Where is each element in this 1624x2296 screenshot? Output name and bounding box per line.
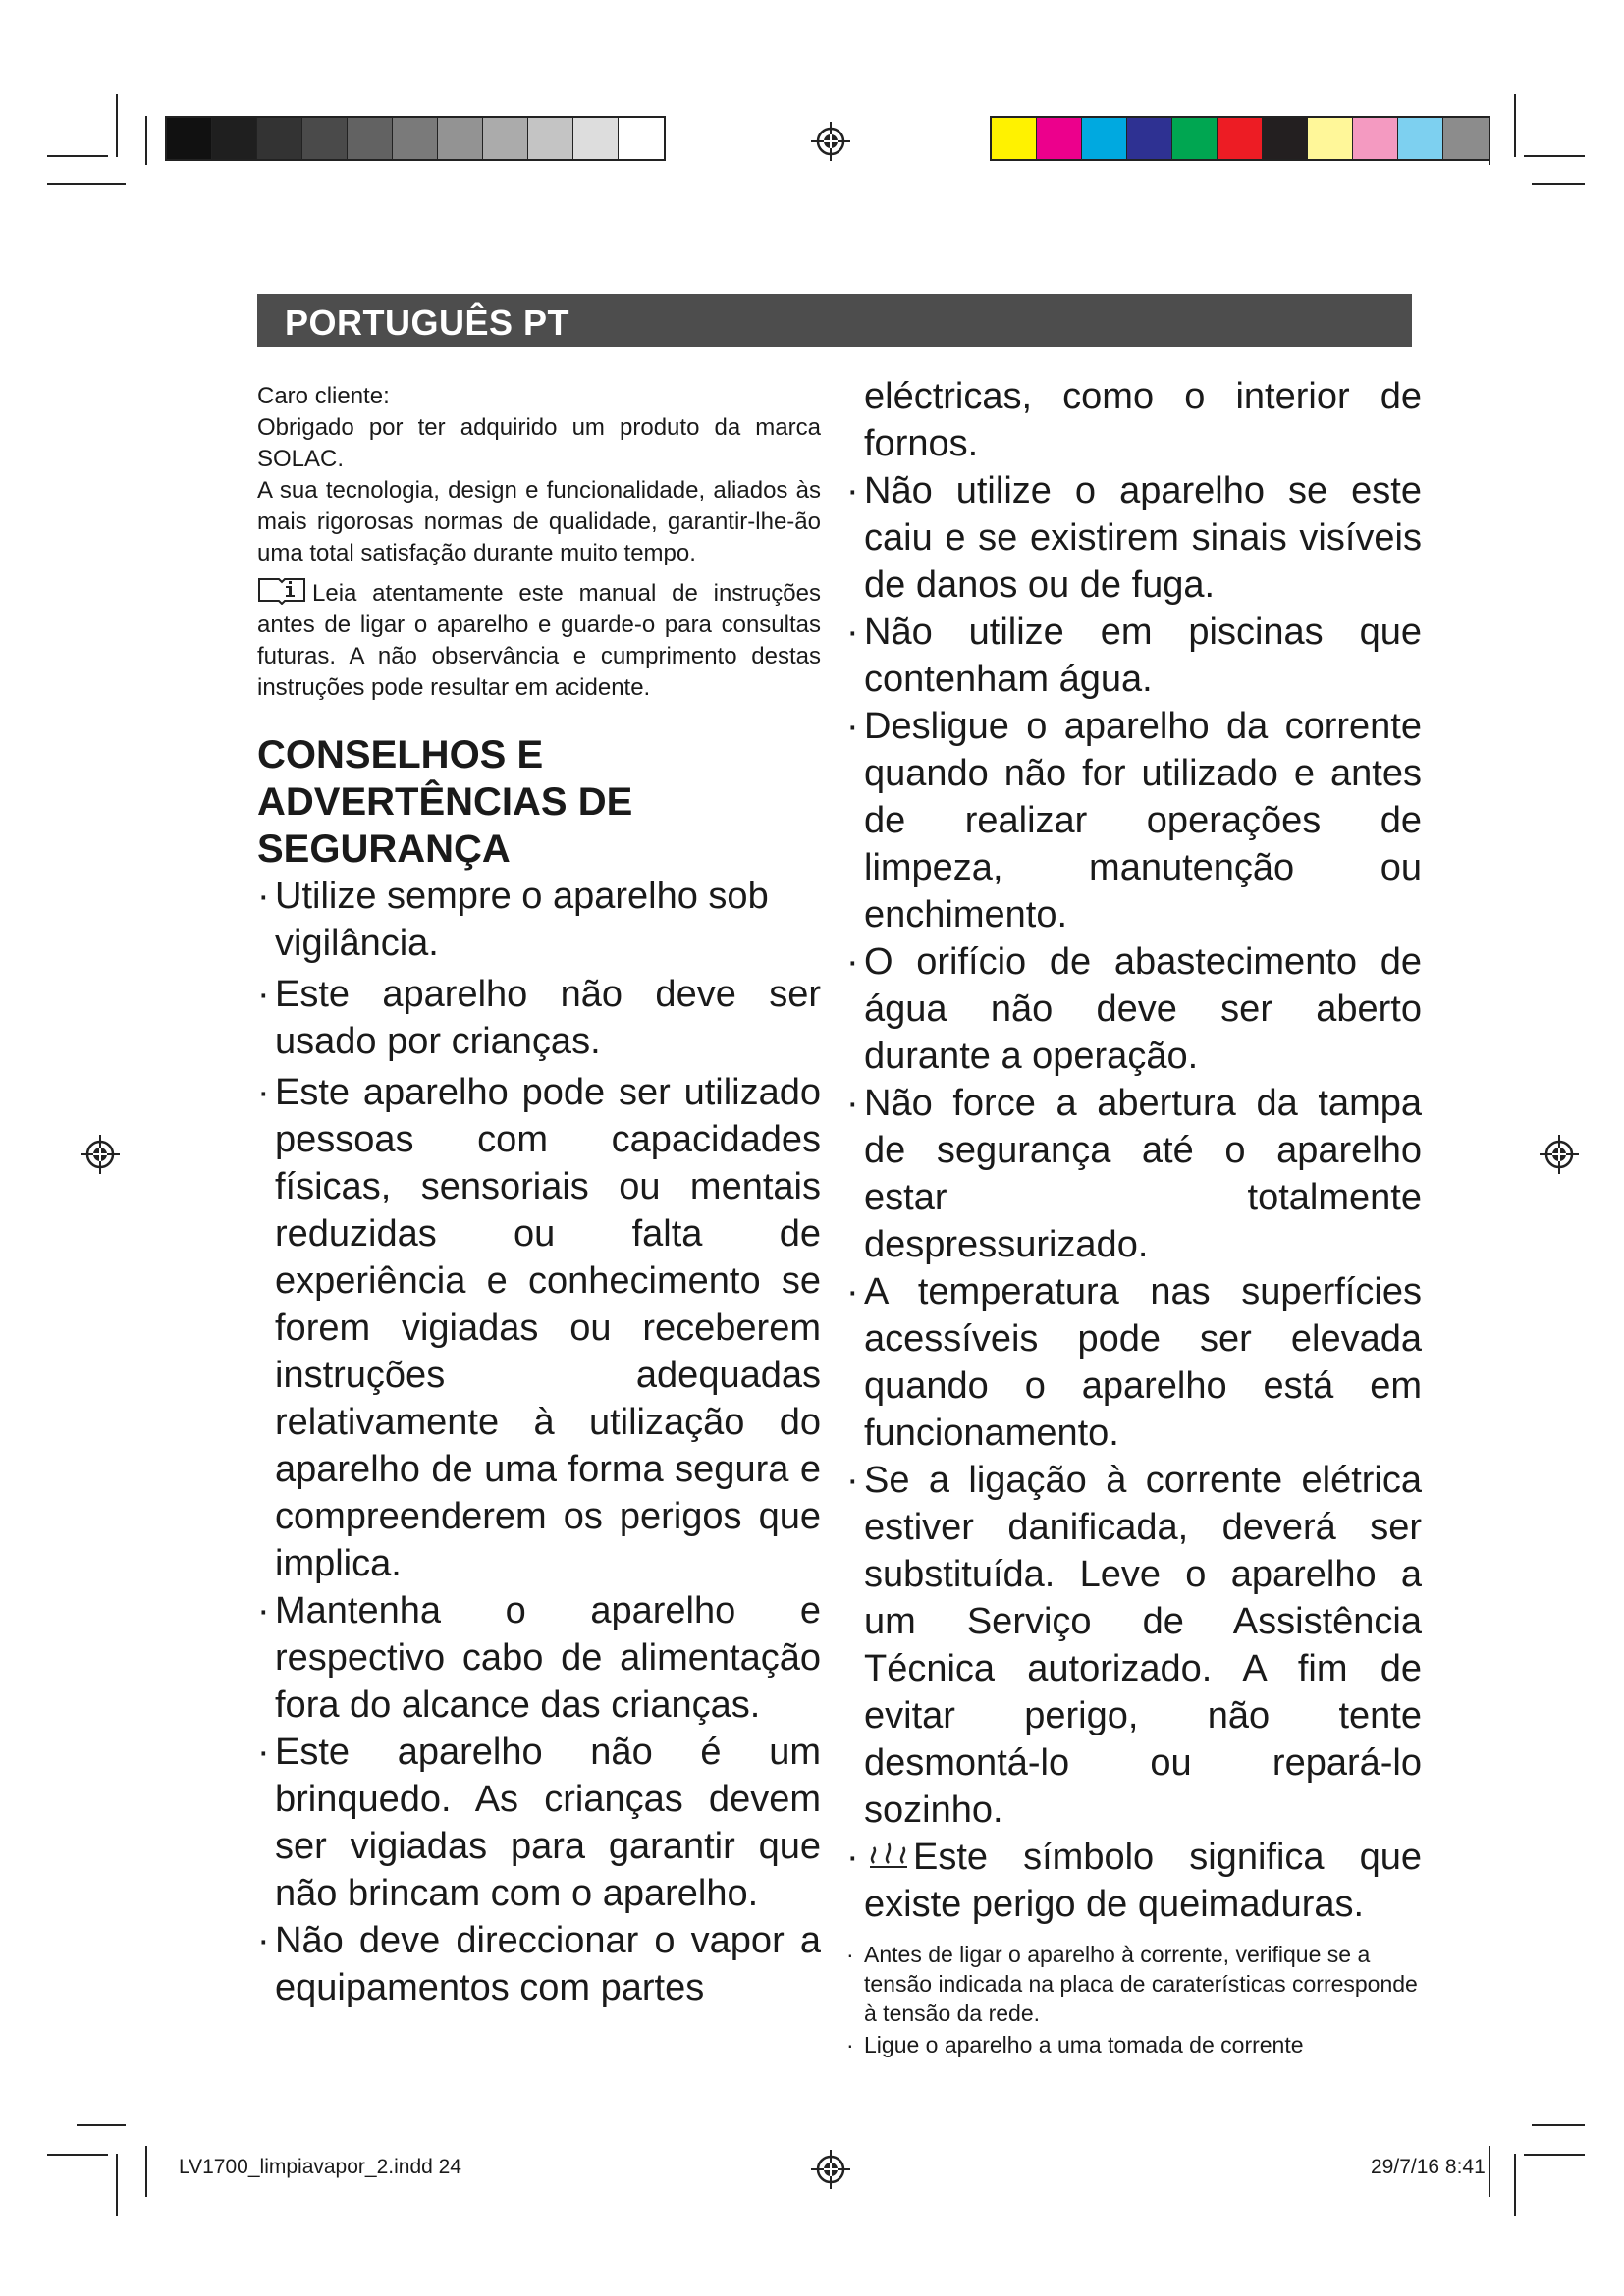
color-swatch — [167, 118, 212, 159]
crop-mark — [1524, 155, 1585, 157]
list-item: · Este aparelho pode ser utilizado pessoas com capacidades físicas, sensoriais ou mentais reduzidas ou falta de experiência e conhecimento se forem vigiadas ou receberem instruções adequadas relativamente à utilização do aparelho de uma forma segura e compreenderem os perigos que implica. — [257, 1069, 821, 1587]
list-item: · Antes de ligar o aparelho à corrente, verifique se a tensão indicada na placa de caraterísticas corresponde à tensão da rede. — [846, 1940, 1422, 2028]
color-swatch — [1037, 118, 1082, 159]
crop-mark — [116, 2154, 118, 2216]
hot-surface-icon — [864, 1838, 913, 1871]
color-swatch — [573, 118, 619, 159]
crop-mark — [77, 2124, 126, 2126]
color-swatch — [1082, 118, 1127, 159]
color-swatch — [483, 118, 528, 159]
crop-mark — [1532, 183, 1585, 185]
color-swatch — [1353, 118, 1398, 159]
list-item: · Não utilize o aparelho se este caiu e se existirem sinais visíveis de danos ou de fuga. — [846, 467, 1422, 609]
color-swatch — [1308, 118, 1353, 159]
hot-surface-text: Este símbolo significa que existe perigo de queimaduras. — [864, 1837, 1422, 1925]
book-info-icon — [257, 575, 306, 605]
list-item: · Desligue o aparelho da corrente quando não for utilizado e antes de realizar operações de limpeza, manutenção ou enchimento. — [846, 703, 1422, 938]
list-item: · Se a ligação à corrente elétrica estiver danificada, deverá ser substituída. Leve o aparelho a um Serviço de Assistência Técnica autorizado. A fim de evitar perigo, não tente desmontá-lo ou repará-lo sozinho. — [846, 1457, 1422, 1834]
language-header — [257, 294, 1412, 347]
crop-mark — [145, 116, 147, 165]
list-item: · Não deve direccionar o vapor a equipamentos com partes — [257, 1917, 821, 2011]
color-swatch — [1263, 118, 1308, 159]
right-column — [846, 373, 1422, 2059]
list-item: · Mantenha o aparelho e respectivo cabo de alimentação fora do alcance das crianças. — [257, 1587, 821, 1729]
color-swatch — [348, 118, 393, 159]
process-color-bar — [990, 116, 1490, 161]
intro-paragraph: A sua tecnologia, design e funcionalidade, aliados às mais rigorosas normas de qualidade, garantir-lhe-ão uma total satisfação durante muito tempo. — [257, 477, 821, 566]
color-swatch — [1172, 118, 1218, 159]
manual-notice — [257, 575, 821, 704]
color-swatch — [619, 118, 664, 159]
crop-mark — [47, 183, 126, 185]
list-item: · O orifício de abastecimento de água não deve ser aberto durante a operação. — [846, 938, 1422, 1080]
footer-date: 29/7/16 8:41 — [1371, 2156, 1486, 2178]
list-item: · Utilize sempre o aparelho sob vigilância. — [257, 873, 821, 967]
crop-mark — [1524, 2154, 1585, 2156]
list-item: · Ligue o aparelho a uma tomada de corrente — [846, 2030, 1422, 2059]
intro-paragraph: Obrigado por ter adquirido um produto da marca SOLAC. — [257, 414, 821, 472]
registration-mark-icon — [811, 122, 850, 161]
list-item: · Este aparelho não é um brinquedo. As crianças devem ser vigiadas para garantir que não brincam com o aparelho. — [257, 1729, 821, 1917]
color-swatch — [302, 118, 348, 159]
registration-mark-icon — [81, 1135, 120, 1174]
list-item: · Não utilize em piscinas que contenham água. — [846, 609, 1422, 703]
left-column — [257, 381, 821, 2011]
crop-mark — [47, 2154, 108, 2156]
list-item: · A temperatura nas superfícies acessíveis pode ser elevada quando o aparelho está em funcionamento. — [846, 1268, 1422, 1457]
right-safety-list — [846, 467, 1422, 1928]
color-swatch — [393, 118, 438, 159]
crop-mark — [116, 94, 118, 157]
page-title: PORTUGUÊS PT — [285, 302, 570, 343]
gray-scale-bar — [165, 116, 666, 161]
registration-mark-icon — [1540, 1135, 1579, 1174]
left-safety-list — [257, 873, 821, 2011]
right-voltage-list — [846, 1940, 1422, 2059]
footer-filename: LV1700_limpiavapor_2.indd 24 — [179, 2156, 461, 2178]
manual-notice-text: Leia atentamente este manual de instruções antes de ligar o aparelho e guarde-o para consultas futuras. A não observância e cumprimento destas instruções pode resultar em acidente. — [257, 580, 821, 701]
color-swatch — [257, 118, 302, 159]
list-item-hot-surface — [846, 1834, 1422, 1928]
crop-mark — [1532, 2124, 1585, 2126]
color-swatch — [528, 118, 573, 159]
crop-mark — [1514, 94, 1516, 157]
section-heading: CONSELHOS E ADVERTÊNCIAS DE SEGURANÇA — [257, 733, 633, 871]
color-swatch — [1443, 118, 1489, 159]
continued-text: eléctricas, como o interior de fornos. — [864, 376, 1422, 464]
crop-mark — [145, 2146, 147, 2197]
greeting: Caro cliente: — [257, 383, 390, 409]
crop-mark — [47, 155, 108, 157]
crop-mark — [1514, 2154, 1516, 2216]
color-swatch — [212, 118, 257, 159]
color-swatch — [1127, 118, 1172, 159]
crop-mark — [1489, 2146, 1490, 2197]
color-swatch — [1398, 118, 1443, 159]
list-item: · Este aparelho não deve ser usado por crianças. — [257, 971, 821, 1065]
color-swatch — [1218, 118, 1263, 159]
color-swatch — [992, 118, 1037, 159]
registration-mark-icon — [811, 2150, 850, 2189]
list-item: · Não force a abertura da tampa de segurança até o aparelho estar totalmente despressurizado. — [846, 1080, 1422, 1268]
color-swatch — [438, 118, 483, 159]
